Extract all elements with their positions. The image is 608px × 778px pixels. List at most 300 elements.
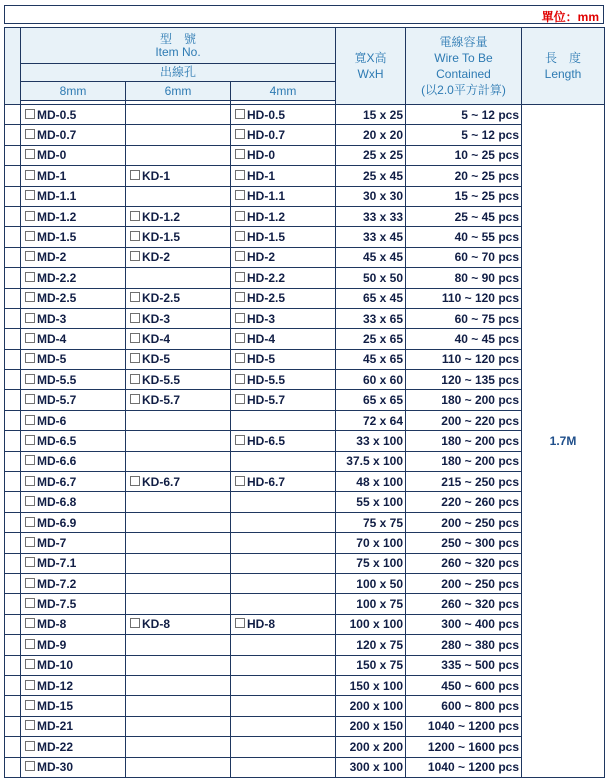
row-gutter — [5, 125, 21, 145]
hd-model-cell — [231, 166, 336, 186]
table-row — [5, 696, 605, 716]
row-gutter — [5, 512, 21, 532]
model-label: MD-6.6 — [37, 454, 77, 469]
select-checkbox[interactable] — [25, 496, 35, 506]
wire-en-1: Wire To Be — [434, 50, 493, 65]
model-label: MD-6.8 — [37, 495, 77, 510]
model-label: HD-0 — [247, 148, 276, 163]
hd-model-cell — [231, 533, 336, 553]
select-checkbox[interactable] — [25, 517, 35, 527]
select-checkbox[interactable] — [25, 149, 35, 159]
wire-capacity-cell: 335 ~ 500 pcs — [406, 655, 522, 675]
model-label: MD-4 — [37, 331, 67, 346]
model-label: HD-3 — [247, 311, 276, 326]
select-checkbox[interactable] — [25, 639, 35, 649]
table-row — [5, 451, 605, 471]
select-checkbox[interactable] — [235, 251, 245, 261]
hd-model-cell — [231, 247, 336, 267]
kd-model-cell — [126, 390, 231, 410]
hd-model-cell — [231, 186, 336, 206]
hd-model-cell — [231, 553, 336, 573]
select-checkbox[interactable] — [130, 211, 140, 221]
table-row — [5, 268, 605, 288]
md-model-cell — [21, 145, 126, 165]
row-gutter — [5, 573, 21, 593]
select-checkbox[interactable] — [25, 129, 35, 139]
select-checkbox[interactable] — [25, 618, 35, 628]
hd-model-cell — [231, 492, 336, 512]
table-row — [5, 614, 605, 634]
select-checkbox[interactable] — [130, 170, 140, 180]
select-checkbox[interactable] — [25, 476, 35, 486]
size-cell: 70 x 100 — [336, 533, 406, 553]
size-cell: 45 x 65 — [336, 349, 406, 369]
table-row — [5, 492, 605, 512]
hd-model-cell — [231, 757, 336, 777]
md-model-cell — [21, 512, 126, 532]
table-row — [5, 247, 605, 267]
select-checkbox[interactable] — [25, 680, 35, 690]
size-cell: 200 x 150 — [336, 716, 406, 736]
wire-capacity-cell: 60 ~ 75 pcs — [406, 308, 522, 328]
md-model-cell — [21, 737, 126, 757]
size-header — [336, 28, 406, 105]
model-label: MD-22 — [37, 739, 74, 754]
kd-model-cell — [126, 125, 231, 145]
md-model-cell — [21, 757, 126, 777]
model-label: MD-7.5 — [37, 597, 77, 612]
kd-model-cell — [126, 716, 231, 736]
md-model-cell — [21, 308, 126, 328]
kd-model-cell — [126, 512, 231, 532]
size-cell: 300 x 100 — [336, 757, 406, 777]
size-cell: 100 x 50 — [336, 573, 406, 593]
model-label: MD-1.2 — [37, 209, 77, 224]
select-checkbox[interactable] — [235, 190, 245, 200]
select-checkbox[interactable] — [130, 618, 140, 628]
outlet-header: 出線孔 — [21, 64, 336, 82]
table-row — [5, 431, 605, 451]
model-label: MD-2.2 — [37, 270, 77, 285]
model-label: MD-7 — [37, 535, 67, 550]
select-checkbox[interactable] — [235, 109, 245, 119]
select-checkbox[interactable] — [130, 476, 140, 486]
hd-model-cell — [231, 370, 336, 390]
row-gutter — [5, 247, 21, 267]
wire-capacity-cell: 25 ~ 45 pcs — [406, 206, 522, 226]
kd-model-cell — [126, 206, 231, 226]
row-gutter — [5, 288, 21, 308]
kd-model-cell — [126, 166, 231, 186]
select-checkbox[interactable] — [235, 618, 245, 628]
item-no-header — [21, 28, 336, 64]
wire-capacity-cell: 5 ~ 12 pcs — [406, 125, 522, 145]
row-gutter — [5, 472, 21, 492]
wire-en-2: Contained — [436, 66, 491, 81]
size-cell: 48 x 100 — [336, 472, 406, 492]
model-label: KD-8 — [142, 617, 171, 632]
model-label: MD-9 — [37, 637, 67, 652]
md-model-cell — [21, 410, 126, 430]
model-label: MD-6.7 — [37, 474, 77, 489]
select-checkbox[interactable] — [25, 109, 35, 119]
model-label: KD-2 — [142, 250, 171, 265]
kd-model-cell — [126, 288, 231, 308]
md-model-cell — [21, 614, 126, 634]
select-checkbox[interactable] — [235, 149, 245, 159]
wire-capacity-cell: 60 ~ 70 pcs — [406, 247, 522, 267]
select-checkbox[interactable] — [130, 374, 140, 384]
model-label: HD-0.5 — [247, 107, 286, 122]
table-row — [5, 737, 605, 757]
select-checkbox[interactable] — [25, 415, 35, 425]
select-checkbox[interactable] — [25, 374, 35, 384]
md-model-cell — [21, 492, 126, 512]
row-gutter — [5, 186, 21, 206]
select-checkbox[interactable] — [25, 313, 35, 323]
model-label: KD-2.5 — [142, 291, 181, 306]
select-checkbox[interactable] — [235, 292, 245, 302]
hd-model-cell — [231, 145, 336, 165]
hd-model-cell — [231, 105, 336, 125]
hd-model-cell — [231, 288, 336, 308]
unit-bar — [4, 5, 604, 24]
select-checkbox[interactable] — [25, 353, 35, 363]
wire-capacity-cell: 10 ~ 25 pcs — [406, 145, 522, 165]
model-label: MD-30 — [37, 760, 74, 775]
size-cell: 75 x 75 — [336, 512, 406, 532]
size-cell: 120 x 75 — [336, 635, 406, 655]
select-checkbox[interactable] — [25, 435, 35, 445]
select-checkbox[interactable] — [25, 700, 35, 710]
select-checkbox[interactable] — [130, 353, 140, 363]
table-row — [5, 206, 605, 226]
kd-model-cell — [126, 635, 231, 655]
model-label: MD-6.5 — [37, 433, 77, 448]
row-gutter — [5, 553, 21, 573]
hd-model-cell — [231, 573, 336, 593]
hd-model-cell — [231, 206, 336, 226]
wire-capacity-cell: 180 ~ 200 pcs — [406, 451, 522, 471]
kd-model-cell — [126, 227, 231, 247]
size-zh: 寬X高 — [354, 50, 387, 65]
row-gutter — [5, 533, 21, 553]
hd-model-cell — [231, 227, 336, 247]
col-4mm-header: 4mm — [231, 82, 336, 101]
size-cell: 20 x 20 — [336, 125, 406, 145]
row-gutter — [5, 696, 21, 716]
select-checkbox[interactable] — [25, 292, 35, 302]
select-checkbox[interactable] — [25, 598, 35, 608]
length-zh: 長 度 — [544, 50, 581, 65]
table-row — [5, 370, 605, 390]
kd-model-cell — [126, 410, 231, 430]
row-gutter — [5, 349, 21, 369]
kd-model-cell — [126, 573, 231, 593]
md-model-cell — [21, 655, 126, 675]
size-cell: 100 x 75 — [336, 594, 406, 614]
wire-capacity-cell: 280 ~ 380 pcs — [406, 635, 522, 655]
size-cell: 100 x 100 — [336, 614, 406, 634]
model-label: KD-5.5 — [142, 372, 181, 387]
model-label: MD-1.5 — [37, 230, 77, 245]
select-checkbox[interactable] — [235, 374, 245, 384]
hd-model-cell — [231, 308, 336, 328]
wire-capacity-cell: 180 ~ 200 pcs — [406, 431, 522, 451]
model-label: MD-3 — [37, 311, 67, 326]
select-checkbox[interactable] — [130, 251, 140, 261]
model-label: KD-3 — [142, 311, 171, 326]
table-row — [5, 288, 605, 308]
row-gutter — [5, 635, 21, 655]
kd-model-cell — [126, 614, 231, 634]
model-label: MD-5.5 — [37, 372, 77, 387]
row-gutter — [5, 268, 21, 288]
row-gutter — [5, 410, 21, 430]
size-en: WxH — [357, 66, 384, 81]
wire-capacity-cell: 200 ~ 220 pcs — [406, 410, 522, 430]
md-model-cell — [21, 553, 126, 573]
size-cell: 55 x 100 — [336, 492, 406, 512]
table-body — [5, 105, 605, 778]
select-checkbox[interactable] — [235, 231, 245, 241]
hd-model-cell — [231, 737, 336, 757]
hd-model-cell — [231, 696, 336, 716]
wire-capacity-cell: 5 ~ 12 pcs — [406, 105, 522, 125]
table-row — [5, 105, 605, 125]
md-model-cell — [21, 329, 126, 349]
table-row — [5, 757, 605, 777]
md-model-cell — [21, 227, 126, 247]
model-label: HD-5.5 — [247, 372, 286, 387]
size-cell: 33 x 45 — [336, 227, 406, 247]
length-en: Length — [544, 66, 582, 81]
table-row — [5, 410, 605, 430]
row-gutter — [5, 716, 21, 736]
row-gutter — [5, 308, 21, 328]
md-model-cell — [21, 268, 126, 288]
select-checkbox[interactable] — [25, 333, 35, 343]
model-label: KD-4 — [142, 331, 171, 346]
hd-model-cell — [231, 329, 336, 349]
select-checkbox[interactable] — [235, 313, 245, 323]
row-gutter — [5, 492, 21, 512]
wire-capacity-cell: 200 ~ 250 pcs — [406, 512, 522, 532]
model-label: KD-1.2 — [142, 209, 181, 224]
kd-model-cell — [126, 533, 231, 553]
size-cell: 150 x 100 — [336, 675, 406, 695]
item-no-zh: 型 號 — [159, 31, 196, 46]
kd-model-cell — [126, 757, 231, 777]
model-label: MD-6.9 — [37, 515, 77, 530]
size-cell: 60 x 60 — [336, 370, 406, 390]
md-model-cell — [21, 675, 126, 695]
select-checkbox[interactable] — [235, 129, 245, 139]
wire-capacity-cell: 1040 ~ 1200 pcs — [406, 757, 522, 777]
model-label: HD-5 — [247, 352, 276, 367]
select-checkbox[interactable] — [130, 292, 140, 302]
wire-capacity-cell: 200 ~ 250 pcs — [406, 573, 522, 593]
select-checkbox[interactable] — [130, 394, 140, 404]
model-label: HD-4 — [247, 331, 276, 346]
select-checkbox[interactable] — [25, 455, 35, 465]
table-row — [5, 125, 605, 145]
kd-model-cell — [126, 472, 231, 492]
table-row — [5, 716, 605, 736]
select-checkbox[interactable] — [25, 761, 35, 771]
table-row — [5, 308, 605, 328]
size-cell: 75 x 100 — [336, 553, 406, 573]
select-checkbox[interactable] — [235, 333, 245, 343]
model-label: HD-1.1 — [247, 189, 286, 204]
select-checkbox[interactable] — [130, 333, 140, 343]
wire-capacity-cell: 1040 ~ 1200 pcs — [406, 716, 522, 736]
model-label: HD-1 — [247, 168, 276, 183]
kd-model-cell — [126, 308, 231, 328]
md-model-cell — [21, 370, 126, 390]
size-cell: 65 x 65 — [336, 390, 406, 410]
select-checkbox[interactable] — [25, 394, 35, 404]
wire-note: (以2.0平方計算) — [421, 82, 506, 97]
model-label: MD-15 — [37, 699, 74, 714]
model-label: KD-6.7 — [142, 474, 181, 489]
select-checkbox[interactable] — [25, 741, 35, 751]
model-label: HD-5.7 — [247, 393, 286, 408]
row-gutter — [5, 227, 21, 247]
model-label: HD-0.7 — [247, 128, 286, 143]
select-checkbox[interactable] — [25, 231, 35, 241]
select-checkbox[interactable] — [235, 353, 245, 363]
model-label: HD-1.2 — [247, 209, 286, 224]
select-checkbox[interactable] — [25, 537, 35, 547]
select-checkbox[interactable] — [235, 435, 245, 445]
md-model-cell — [21, 186, 126, 206]
model-label: MD-6 — [37, 413, 67, 428]
select-checkbox[interactable] — [25, 190, 35, 200]
model-label: HD-8 — [247, 617, 276, 632]
row-gutter — [5, 166, 21, 186]
row-gutter — [5, 614, 21, 634]
hd-model-cell — [231, 451, 336, 471]
select-checkbox[interactable] — [25, 557, 35, 567]
size-cell: 72 x 64 — [336, 410, 406, 430]
wire-capacity-cell: 110 ~ 120 pcs — [406, 349, 522, 369]
select-checkbox[interactable] — [130, 231, 140, 241]
size-cell: 150 x 75 — [336, 655, 406, 675]
select-checkbox[interactable] — [235, 170, 245, 180]
table-row — [5, 594, 605, 614]
product-spec-table — [4, 27, 605, 778]
hd-model-cell — [231, 125, 336, 145]
md-model-cell — [21, 635, 126, 655]
model-label: KD-1.5 — [142, 230, 181, 245]
row-gutter — [5, 370, 21, 390]
select-checkbox[interactable] — [235, 272, 245, 282]
kd-model-cell — [126, 675, 231, 695]
select-checkbox[interactable] — [25, 272, 35, 282]
size-cell: 50 x 50 — [336, 268, 406, 288]
select-checkbox[interactable] — [25, 578, 35, 588]
size-cell: 200 x 100 — [336, 696, 406, 716]
hd-model-cell — [231, 410, 336, 430]
wire-capacity-cell: 80 ~ 90 pcs — [406, 268, 522, 288]
model-label: HD-6.7 — [247, 474, 286, 489]
row-gutter — [5, 206, 21, 226]
row-gutter — [5, 737, 21, 757]
select-checkbox[interactable] — [25, 211, 35, 221]
hd-model-cell — [231, 594, 336, 614]
hd-model-cell — [231, 349, 336, 369]
table-header — [5, 28, 605, 105]
size-cell: 25 x 65 — [336, 329, 406, 349]
model-label: MD-8 — [37, 617, 67, 632]
kd-model-cell — [126, 145, 231, 165]
kd-model-cell — [126, 370, 231, 390]
table-row — [5, 655, 605, 675]
wire-capacity-cell: 20 ~ 25 pcs — [406, 166, 522, 186]
model-label: HD-6.5 — [247, 433, 286, 448]
md-model-cell — [21, 533, 126, 553]
kd-model-cell — [126, 451, 231, 471]
row-gutter — [5, 451, 21, 471]
md-model-cell — [21, 594, 126, 614]
kd-model-cell — [126, 247, 231, 267]
md-model-cell — [21, 288, 126, 308]
md-model-cell — [21, 472, 126, 492]
row-gutter — [5, 675, 21, 695]
select-checkbox[interactable] — [235, 394, 245, 404]
model-label: MD-0.5 — [37, 107, 77, 122]
size-cell: 33 x 65 — [336, 308, 406, 328]
md-model-cell — [21, 349, 126, 369]
wire-capacity-cell: 260 ~ 320 pcs — [406, 553, 522, 573]
kd-model-cell — [126, 105, 231, 125]
wire-capacity-cell: 40 ~ 55 pcs — [406, 227, 522, 247]
kd-model-cell — [126, 655, 231, 675]
select-checkbox[interactable] — [25, 720, 35, 730]
kd-model-cell — [126, 553, 231, 573]
select-checkbox[interactable] — [25, 170, 35, 180]
size-cell: 33 x 100 — [336, 431, 406, 451]
model-label: HD-1.5 — [247, 230, 286, 245]
col-8mm-header: 8mm — [21, 82, 126, 101]
model-label: MD-21 — [37, 719, 74, 734]
select-checkbox[interactable] — [235, 211, 245, 221]
row-gutter — [5, 145, 21, 165]
model-label: KD-1 — [142, 168, 171, 183]
size-cell: 30 x 30 — [336, 186, 406, 206]
select-checkbox[interactable] — [25, 659, 35, 669]
hd-model-cell — [231, 614, 336, 634]
hd-model-cell — [231, 635, 336, 655]
row-gutter — [5, 594, 21, 614]
table-row — [5, 227, 605, 247]
row-gutter — [5, 431, 21, 451]
kd-model-cell — [126, 696, 231, 716]
item-no-en: Item No. — [155, 44, 201, 59]
model-label: MD-5 — [37, 352, 67, 367]
table-row — [5, 512, 605, 532]
col-6mm-header: 6mm — [126, 82, 231, 101]
md-model-cell — [21, 390, 126, 410]
select-checkbox[interactable] — [235, 476, 245, 486]
select-checkbox[interactable] — [130, 313, 140, 323]
wire-capacity-cell: 220 ~ 260 pcs — [406, 492, 522, 512]
select-checkbox[interactable] — [25, 251, 35, 261]
size-cell: 15 x 25 — [336, 105, 406, 125]
hd-model-cell — [231, 716, 336, 736]
wire-capacity-cell: 250 ~ 300 pcs — [406, 533, 522, 553]
